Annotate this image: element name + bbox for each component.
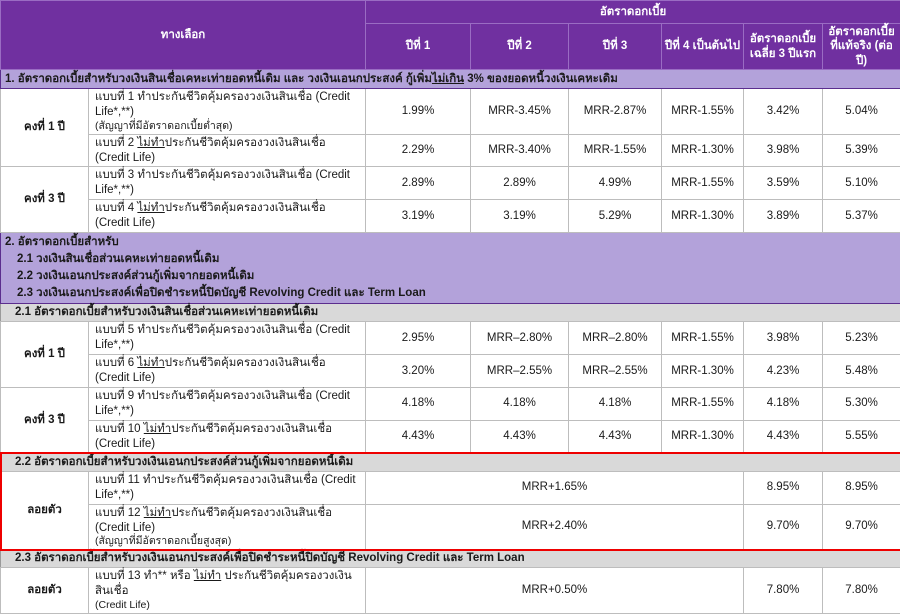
rate-effective: 5.10%	[823, 167, 900, 200]
section-1-band	[1, 70, 900, 89]
table-row	[1, 200, 900, 233]
table-row	[1, 471, 900, 504]
section-2-3-band	[1, 550, 900, 568]
row-description	[89, 568, 366, 613]
rate-avg-3yr: 4.23%	[744, 355, 823, 388]
description-text: แบบที่ 6	[95, 357, 137, 369]
description-text: แบบที่ 4	[95, 202, 137, 214]
rate-year4: MRR-1.55%	[662, 387, 744, 420]
row-group-fixed-1yr: คงที่ 1 ปี	[1, 322, 89, 388]
rate-effective: 5.37%	[823, 200, 900, 233]
table-row	[1, 568, 900, 613]
description-underlined: ไม่ทำ	[194, 570, 221, 582]
rate-year4: MRR-1.30%	[662, 420, 744, 453]
row-description	[89, 200, 366, 233]
row-description	[89, 167, 366, 200]
rate-year1: 1.99%	[366, 89, 471, 134]
section-2-line: 2. อัตราดอกเบี้ยสำหรับ	[5, 234, 896, 251]
column-header-year1: ปีที่ 1	[366, 24, 471, 70]
rate-year2: 2.89%	[471, 167, 569, 200]
row-description	[89, 322, 366, 355]
description-underlined: ไม่ทำ	[144, 423, 171, 435]
rate-avg-3yr: 3.59%	[744, 167, 823, 200]
row-group-floating: ลอยตัว	[1, 471, 89, 549]
table-row	[1, 504, 900, 549]
column-header-options: ทางเลือก	[1, 1, 366, 70]
table-row	[1, 387, 900, 420]
rate-year3: MRR–2.55%	[569, 355, 662, 388]
row-description	[89, 420, 366, 453]
description-suffix: ประกันชีวิตคุ้มครองวงเงินสินเชื่อ (Credit Life)	[95, 202, 326, 229]
rate-effective: 5.30%	[823, 387, 900, 420]
description-suffix: ประกันชีวิตคุ้มครองวงเงินสินเชื่อ (Credit Life)	[95, 357, 326, 384]
section-2-2-band	[1, 453, 900, 471]
description-text: แบบที่ 5 ทำประกันชีวิตคุ้มครองวงเงินสินเชื่อ (Credit Life*,**)	[95, 324, 350, 351]
rate-year1: 4.43%	[366, 420, 471, 453]
rate-year3: MRR–2.80%	[569, 322, 662, 355]
section-2-line: 2.1 วงเงินสินเชื่อส่วนเคหะเท่ายอดหนี้เดิม	[5, 251, 896, 268]
description-text: แบบที่ 1 ทำประกันชีวิตคุ้มครองวงเงินสินเชื่อ (Credit Life*,**)	[95, 91, 350, 118]
rate-avg-3yr: 4.43%	[744, 420, 823, 453]
section-2-line: 2.3 วงเงินเอนกประสงค์เพื่อปิดชำระหนี้ปิดบัญชี Revolving Credit และ Term Loan	[5, 285, 896, 302]
rate-effective: 5.04%	[823, 89, 900, 134]
rate-year3: MRR-2.87%	[569, 89, 662, 134]
rate-avg-3yr: 3.89%	[744, 200, 823, 233]
table-row	[1, 322, 900, 355]
section-2-2-title: 2.2 อัตราดอกเบี้ยสำหรับวงเงินเอนกประสงค์ส่วนกู้เพิ่มจากยอดหนี้เดิม	[1, 453, 900, 471]
rate-effective: 5.39%	[823, 134, 900, 167]
rate-effective: 8.95%	[823, 471, 900, 504]
rate-avg-3yr: 3.98%	[744, 134, 823, 167]
column-header-effective-rate: อัตราดอกเบี้ยที่แท้จริง (ต่อปี)	[823, 24, 900, 70]
row-group-floating: ลอยตัว	[1, 568, 89, 613]
rate-year3: 5.29%	[569, 200, 662, 233]
rate-year1: 3.20%	[366, 355, 471, 388]
description-underlined: ไม่ทำ	[137, 137, 164, 149]
rate-effective: 5.23%	[823, 322, 900, 355]
rate-year2: MRR-3.40%	[471, 134, 569, 167]
description-suffix: ประกันชีวิตคุ้มครองวงเงินสินเชื่อ (Credit Life)	[95, 507, 332, 534]
row-description	[89, 89, 366, 134]
column-header-year4-onward: ปีที่ 4 เป็นต้นไป	[662, 24, 744, 70]
rate-year3: 4.43%	[569, 420, 662, 453]
description-note: (สัญญาที่มีอัตราดอกเบี้ยต่ำสุด)	[95, 120, 359, 133]
description-note: (สัญญาที่มีอัตราดอกเบี้ยสูงสุด)	[95, 535, 359, 548]
rate-avg-3yr: 7.80%	[744, 568, 823, 613]
row-group-fixed-1yr: คงที่ 1 ปี	[1, 89, 89, 167]
rate-avg-3yr: 3.98%	[744, 322, 823, 355]
row-description	[89, 471, 366, 504]
rate-effective: 5.55%	[823, 420, 900, 453]
row-description	[89, 387, 366, 420]
section-1-title-text: 1. อัตราดอกเบี้ยสำหรับวงเงินสินเชื่อเคหะเท่ายอดหนี้เดิม และ วงเงินเอนกประสงค์ กู้เพิ่ม	[5, 73, 432, 85]
rate-year4: MRR-1.30%	[662, 200, 744, 233]
rate-year4: MRR-1.30%	[662, 355, 744, 388]
rate-avg-3yr: 3.42%	[744, 89, 823, 134]
description-underlined: ไม่ทำ	[137, 357, 164, 369]
row-description	[89, 134, 366, 167]
table-row	[1, 89, 900, 134]
description-underlined: ไม่ทำ	[137, 202, 164, 214]
rate-years-1-4: MRR+1.65%	[366, 471, 744, 504]
table-row	[1, 420, 900, 453]
rate-year2: MRR-3.45%	[471, 89, 569, 134]
description-suffix: ประกันชีวิตคุ้มครองวงเงินสินเชื่อ (Credit Life)	[95, 137, 326, 164]
section-2-3-title: 2.3 อัตราดอกเบี้ยสำหรับวงเงินเอนกประสงค์เพื่อปิดชำระหนี้ปิดบัญชี Revolving Credit และ Term Loan	[1, 550, 900, 568]
rate-year3: MRR-1.55%	[569, 134, 662, 167]
section-2-2-highlight-box	[1, 453, 900, 549]
rate-year1: 2.29%	[366, 134, 471, 167]
rate-year1: 2.95%	[366, 322, 471, 355]
rate-year1: 2.89%	[366, 167, 471, 200]
rate-year4: MRR-1.55%	[662, 322, 744, 355]
rate-year3: 4.18%	[569, 387, 662, 420]
section-2-1-title: 2.1 อัตราดอกเบี้ยสำหรับวงเงินสินเชื่อส่วนเคหะเท่ายอดหนี้เดิม	[1, 304, 900, 322]
rate-year4: MRR-1.30%	[662, 134, 744, 167]
rate-year1: 3.19%	[366, 200, 471, 233]
section-2-title-list	[1, 233, 900, 304]
section-1-title-suffix: 3% ของยอดหนี้วงเงินเคหะเดิม	[464, 73, 618, 85]
rate-year2: 4.43%	[471, 420, 569, 453]
rate-year2: MRR–2.55%	[471, 355, 569, 388]
row-group-fixed-3yr: คงที่ 3 ปี	[1, 387, 89, 453]
column-header-avg-3yr: อัตราดอกเบี้ยเฉลี่ย 3 ปีแรก	[744, 24, 823, 70]
column-header-year2: ปีที่ 2	[471, 24, 569, 70]
rate-effective: 5.48%	[823, 355, 900, 388]
column-header-year3: ปีที่ 3	[569, 24, 662, 70]
rate-year3: 4.99%	[569, 167, 662, 200]
section-2-1-band	[1, 304, 900, 322]
rate-year4: MRR-1.55%	[662, 167, 744, 200]
table-row	[1, 167, 900, 200]
rate-avg-3yr: 9.70%	[744, 504, 823, 549]
row-description	[89, 504, 366, 549]
description-note: (Credit Life)	[95, 599, 359, 612]
table-row	[1, 355, 900, 388]
rate-year2: 3.19%	[471, 200, 569, 233]
rate-year1: 4.18%	[366, 387, 471, 420]
section-2-band	[1, 233, 900, 304]
rate-effective: 7.80%	[823, 568, 900, 613]
section-1-title-underlined: ไม่เกิน	[432, 73, 464, 85]
rate-years-1-4: MRR+2.40%	[366, 504, 744, 549]
rate-avg-3yr: 8.95%	[744, 471, 823, 504]
row-description	[89, 355, 366, 388]
description-text: แบบที่ 11 ทำประกันชีวิตคุ้มครองวงเงินสินเชื่อ (Credit Life*,**)	[95, 474, 356, 501]
description-text: แบบที่ 10	[95, 423, 144, 435]
description-suffix: ประกันชีวิตคุ้มครองวงเงินสินเชื่อ (Credit Life)	[95, 423, 332, 450]
table-row	[1, 134, 900, 167]
row-group-fixed-3yr: คงที่ 3 ปี	[1, 167, 89, 233]
rate-year2: MRR–2.80%	[471, 322, 569, 355]
rate-avg-3yr: 4.18%	[744, 387, 823, 420]
rate-years-1-4: MRR+0.50%	[366, 568, 744, 613]
section-2-line: 2.2 วงเงินเอนกประสงค์ส่วนกู้เพิ่มจากยอดหนี้เดิม	[5, 268, 896, 285]
rate-year2: 4.18%	[471, 387, 569, 420]
description-text: แบบที่ 13 ทำ** หรือ	[95, 570, 194, 582]
description-text: แบบที่ 2	[95, 137, 137, 149]
description-text: แบบที่ 12	[95, 507, 144, 519]
section-1-title	[1, 70, 900, 89]
description-text: แบบที่ 9 ทำประกันชีวิตคุ้มครองวงเงินสินเชื่อ (Credit Life*,**)	[95, 390, 350, 417]
rate-effective: 9.70%	[823, 504, 900, 549]
column-header-interest-rate: อัตราดอกเบี้ย	[366, 1, 900, 24]
description-suffix: ประกันชีวิตคุ้มครองวงเงินสินเชื่อ	[95, 570, 352, 597]
description-underlined: ไม่ทำ	[144, 507, 171, 519]
description-text: แบบที่ 3 ทำประกันชีวิตคุ้มครองวงเงินสินเชื่อ (Credit Life*,**)	[95, 169, 350, 196]
rate-year4: MRR-1.55%	[662, 89, 744, 134]
